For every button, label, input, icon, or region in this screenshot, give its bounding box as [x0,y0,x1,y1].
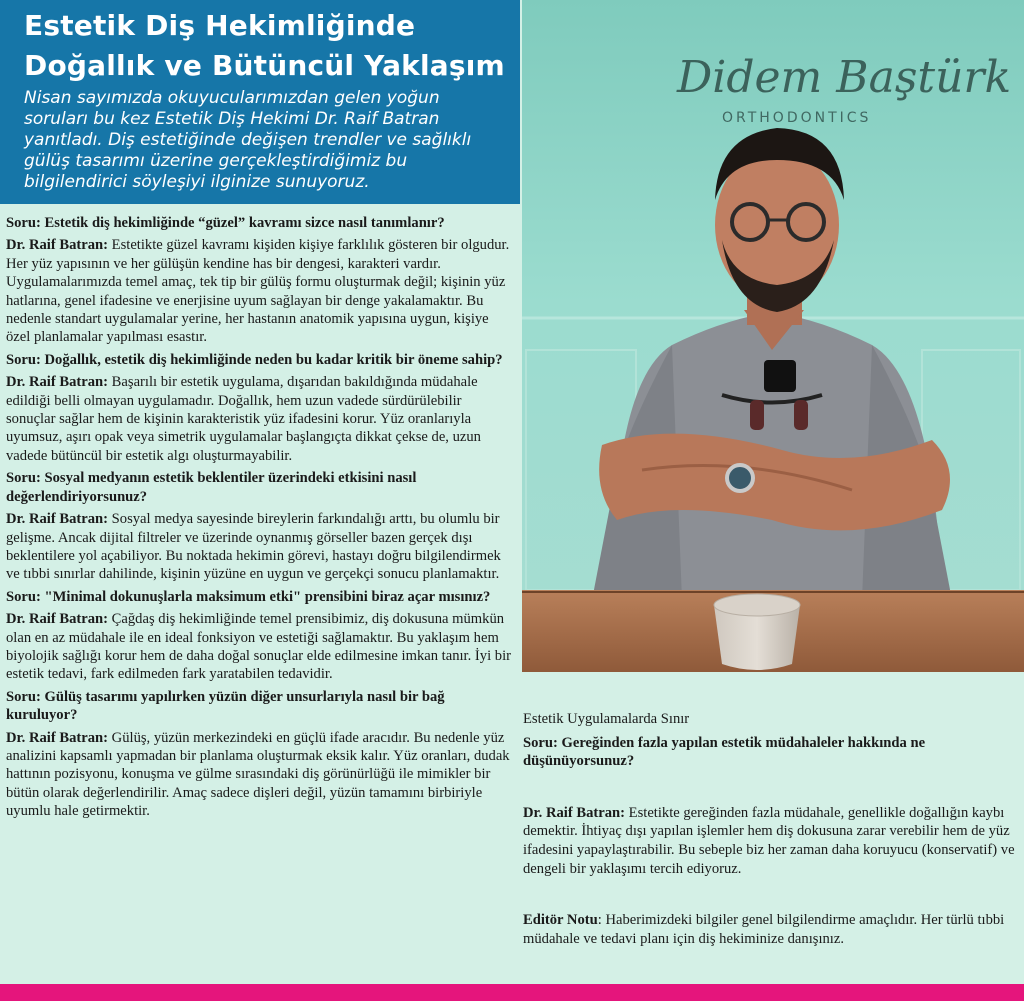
editor-note-text: : Haberimizdeki bilgiler genel bilgilendirme amaçlıdır. Her türlü tıbbi müdahale ve tedavi planı için diş hekiminize danışınız. [523,912,1005,947]
title-line-1: Estetik Diş Hekimliğinde [24,9,416,42]
answer-text: Başarılı bir estetik uygulama, dışarıdan bakıldığında müdahale edildiği belli olmayan uygulamadır. Doğallık, hem uzun vadede sürdürülebilir sonuçlar sağlar hem de kişinin karakteristik yüz ifadesini korur. Yüz oranlarıyla uyumsuz, aşırı opak veya simetrik uygulamalar başlangıçta dikkat çekse de, uzun vadede bütüncül bir estetik algı oluşturmayabilir. [6,374,481,464]
qa-item [6,469,512,583]
answer-text: Estetikte gereğinden fazla müdahale, genellikle doğallığın kaybı demektir. İhtiyaç dışı yapılan işlemler hem diş dokusuna zarar verebilir hem de yüz ifadesini yapaylaştırabilir. Bu sebeple biz her zaman daha koruyucu (konservatif) ve dengeli bir yaklaşımı tercih ediyoruz. [523,804,1015,877]
answer-paragraph [6,236,512,346]
qa-item [6,688,512,821]
wall-sign-sub: ORTHODONTICS [722,110,872,126]
qa-item [6,351,512,465]
speaker-name: Dr. Raif Batran: [6,611,109,628]
footer-accent-bar [0,984,1024,1001]
answer-paragraph [6,729,512,821]
answer-paragraph [6,610,512,684]
answer-text: Çağdaş diş hekimliğinde temel prensibimiz, diş dokusuna mümkün olan en az müdahale ile en ideal fonksiyon ve estetiği sağlamaktır. Bu yaklaşım hem biyolojik sağlığı korur hem de daha doğal sonuçlar elde edilmesine imkan tanır. İyi bir estetik tedavi, fark edilmeden fark yaratabilen tedavidir. [6,611,511,683]
interview-column [6,214,512,825]
article-header [0,0,520,204]
article-title [24,6,506,86]
title-line-2: Doğallık ve Bütüncül Yaklaşım [24,49,505,82]
answer-paragraph [523,804,1018,878]
editor-note [523,911,1018,948]
question-text: Soru: Gereğinden fazla yapılan estetik müdahaleler hakkında ne düşünüyorsunuz? [523,734,926,770]
answer-paragraph [6,510,512,584]
wall-sign-script: Didem Baştürk [677,52,1012,103]
speaker-name: Dr. Raif Batran: [6,729,109,746]
answer-text: Estetikte güzel kavramı kişiden kişiye farklılık gösteren bir olgudur. Her yüz yapısının ve her gülüşün kendine has bir dengesi, karakteri vardır. Uygulamalarımızda temel amaç, tek tip bir gülüş formu oluşturmak değil; kişinin yüz hatlarına, genel ifadesine ve enerjisine uyum sağlayan bir denge yakalamaktır. Bu nedenle standart uygulamalar yerine, her hastanın anatomik yapısına uygun, kişiye özel planlamalar yapılması esastır. [6,237,510,346]
editor-note-label: Editör Notu [523,912,598,929]
speaker-name: Dr. Raif Batran: [6,511,109,528]
speaker-name: Dr. Raif Batran: [6,237,109,254]
qa-item [6,588,512,684]
answer-text: Gülüş, yüzün merkezindeki en güçlü ifade aracıdır. Bu nedenle yüz analizini kapsamlı yapmadan bir planlama oluşturmak eksik kalır. Yüz oranları, dudak hattının pozisyonu, konuşma ve gülme sırasındaki diş görünürlüğü ile mimikler bir bütün olarak değerlendirilir. Amaç sadece dişleri değil, yüzün tamamını birbiriyle uyumlu hale getirmektir. [6,729,510,820]
question-text: Soru: Estetik diş hekimliğinde “güzel” kavramı sizce nasıl tanımlanır? [6,215,445,231]
question-text: Soru: Gülüş tasarımı yapılırken yüzün diğer unsurlarıyla nasıl bir bağ kuruluyor? [6,688,445,724]
speaker-name: Dr. Raif Batran: [523,804,626,821]
qa-item [6,214,512,347]
section-subtitle: Estetik Uygulamalarda Sınır [523,711,690,727]
question-text: Soru: Doğallık, estetik diş hekimliğinde neden bu kadar kritik bir öneme sahip? [6,351,503,368]
article-lead: Nisan sayımızda okuyucularımızdan gelen yoğun soruları bu kez Estetik Diş Hekimi Dr. Raif Batran yanıtladı. Diş estetiğinde değişen trendler ve sağlıklı gülüş tasarımı üzerine gerçekleştirdiğimiz bu bilgilendirici söyleşiyi ilginize sunuyoruz. [24,88,472,192]
question-text: Soru: "Minimal dokunuşlarla maksimum etki" prensibini biraz açar mısınız? [6,588,491,605]
question-text: Soru: Sosyal medyanın estetik beklentiler üzerindeki etkisini nasıl değerlendiriyorsunuz? [6,470,417,505]
doctor-photo [522,0,1024,672]
answer-paragraph [6,373,512,465]
answer-text: Sosyal medya sayesinde bireylerin farkındalığı arttı, bu olumlu bir gelişme. Ancak dijital filtreler ve üzerinde oynanmış görseller bazen gerçek dışı beklentilere yol açabiliyor. Bu noktada hekimin görevi, hastayı doğru bilgilendirmek ve tıbbi sınırlar dahilinde, kişinin yüzüne en uygun ve gerçekçi sonucu planlamaktır. [6,511,501,583]
side-section [523,710,1018,948]
speaker-name: Dr. Raif Batran: [6,374,109,391]
